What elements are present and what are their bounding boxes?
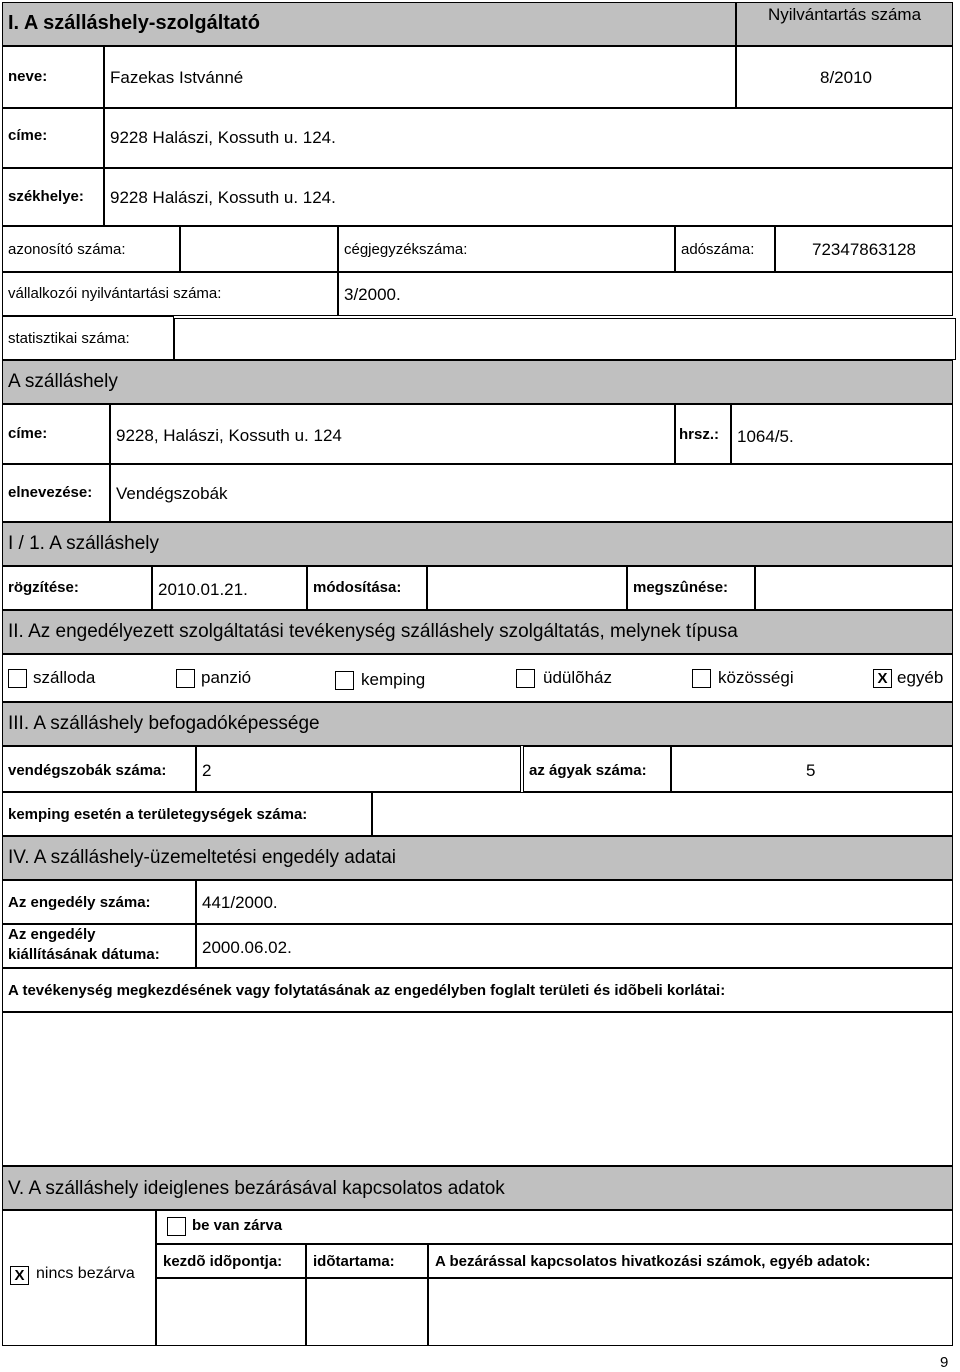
- start-label: kezdõ idõpontja:: [163, 1253, 283, 1270]
- stat-value-cell[interactable]: [174, 318, 956, 360]
- type-checkbox-panzio[interactable]: [176, 669, 195, 688]
- permit-date-label-line2: kiállításának dátuma:: [8, 946, 160, 963]
- modify-label: módosítása:: [313, 579, 402, 596]
- hrsz-label: hrsz.:: [679, 426, 720, 443]
- rooms-value: 2: [202, 761, 212, 780]
- type-label-egyeb: egyéb: [897, 668, 944, 687]
- acc-address-label: címe:: [8, 425, 48, 442]
- acc-name-label: elnevezése:: [8, 484, 93, 501]
- section5-title: V. A szálláshely ideiglenes bezárásával kapcsolatos adatok: [8, 1178, 505, 1199]
- id-value-cell[interactable]: [180, 226, 338, 272]
- permit-no-value-cell[interactable]: [196, 880, 953, 924]
- tax-label: adószáma:: [681, 241, 755, 258]
- closed-label: be van zárva: [192, 1217, 283, 1234]
- beds-value: 5: [806, 761, 816, 780]
- type-label-szalloda: szálloda: [33, 668, 96, 687]
- record-value: 2010.01.21.: [158, 580, 248, 599]
- seat-label: székhelye:: [8, 188, 84, 205]
- hrsz-value: 1064/5.: [737, 427, 794, 446]
- acc-name-value-cell[interactable]: [110, 464, 953, 522]
- registry-value: 8/2010: [820, 68, 872, 87]
- limits-value-area[interactable]: [2, 1012, 953, 1166]
- section1-1-title: I / 1. A szálláshely: [8, 533, 160, 554]
- address-value: 9228 Halászi, Kossuth u. 124.: [110, 128, 336, 147]
- registry-header-text: Nyilvántartás száma: [767, 5, 922, 24]
- name-label: neve:: [8, 68, 48, 85]
- modify-value-cell[interactable]: [427, 566, 627, 610]
- duration-label: idõtartama:: [313, 1253, 395, 1270]
- company-reg-label: cégjegyzékszáma:: [344, 241, 468, 258]
- rooms-label: vendégszobák száma:: [8, 762, 167, 779]
- permit-no-value: 441/2000.: [202, 893, 278, 912]
- stat-label: statisztikai száma:: [8, 330, 130, 347]
- end-label: megszûnése:: [633, 579, 729, 596]
- permit-date-value: 2000.06.02.: [202, 938, 292, 957]
- type-label-kemping: kemping: [361, 670, 426, 689]
- type-checkbox-egyeb[interactable]: X: [873, 669, 892, 688]
- permit-date-label-line1: Az engedély: [8, 926, 96, 943]
- type-label-panzio: panzió: [201, 668, 252, 687]
- section3-title: III. A szálláshely befogadóképessége: [8, 713, 320, 734]
- refs-value-cell[interactable]: [428, 1278, 953, 1346]
- limits-label: A tevékenység megkezdésének vagy folytatásának az engedélyben foglalt területi és idõbeli korlátai:: [8, 982, 726, 999]
- name-value: Fazekas Istvánné: [110, 68, 244, 87]
- registry-header-cell: [736, 2, 953, 46]
- rooms-value-cell[interactable]: [196, 746, 521, 792]
- type-checkbox-kemping[interactable]: [335, 671, 354, 690]
- end-value-cell[interactable]: [755, 566, 953, 610]
- acc-name-value: Vendégszobák: [116, 484, 228, 503]
- permit-no-label: Az engedély száma:: [8, 894, 151, 911]
- duration-value-cell[interactable]: [306, 1278, 428, 1346]
- address-label: címe:: [8, 127, 48, 144]
- entrepreneur-value-cell[interactable]: [338, 272, 953, 316]
- type-checkbox-kozossegi[interactable]: [692, 669, 711, 688]
- id-label: azonosító száma:: [8, 241, 126, 258]
- seat-value: 9228 Halászi, Kossuth u. 124.: [110, 188, 336, 207]
- not-closed-checkbox[interactable]: X: [10, 1266, 29, 1285]
- tax-value: 72347863128: [812, 240, 917, 259]
- beds-label: az ágyak száma:: [529, 762, 647, 779]
- types-row: [2, 654, 953, 702]
- type-checkbox-szalloda[interactable]: [8, 669, 27, 688]
- entrepreneur-label: vállalkozói nyilvántartási száma:: [8, 285, 222, 302]
- not-closed-label: nincs bezárva: [36, 1265, 135, 1282]
- type-label-udulohaz: üdülõház: [543, 668, 613, 687]
- type-label-kozossegi: közösségi: [718, 668, 794, 687]
- type-checkbox-udulohaz[interactable]: [516, 669, 535, 688]
- accommodation-header: [2, 360, 953, 404]
- record-label: rögzítése:: [8, 579, 79, 596]
- camping-label: kemping esetén a területegységek száma:: [8, 806, 308, 823]
- accommodation-title: A szálláshely: [8, 371, 118, 392]
- section4-title: IV. A szálláshely-üzemeltetési engedély adatai: [8, 847, 396, 868]
- refs-label: A bezárással kapcsolatos hivatkozási számok, egyéb adatok:: [435, 1253, 871, 1270]
- camping-value-cell[interactable]: [372, 792, 953, 836]
- entrepreneur-value: 3/2000.: [344, 285, 401, 304]
- page-number: 9: [940, 1354, 949, 1371]
- start-value-cell[interactable]: [156, 1278, 306, 1346]
- section2-title: II. Az engedélyezett szolgáltatási tevékenység szálláshely szolgáltatás, melynek típusa: [8, 621, 738, 642]
- closed-checkbox[interactable]: [167, 1217, 186, 1236]
- section1-title: I. A szálláshely-szolgáltató: [8, 12, 260, 34]
- permit-date-value-cell[interactable]: [196, 924, 953, 968]
- acc-address-value: 9228, Halászi, Kossuth u. 124: [116, 426, 342, 445]
